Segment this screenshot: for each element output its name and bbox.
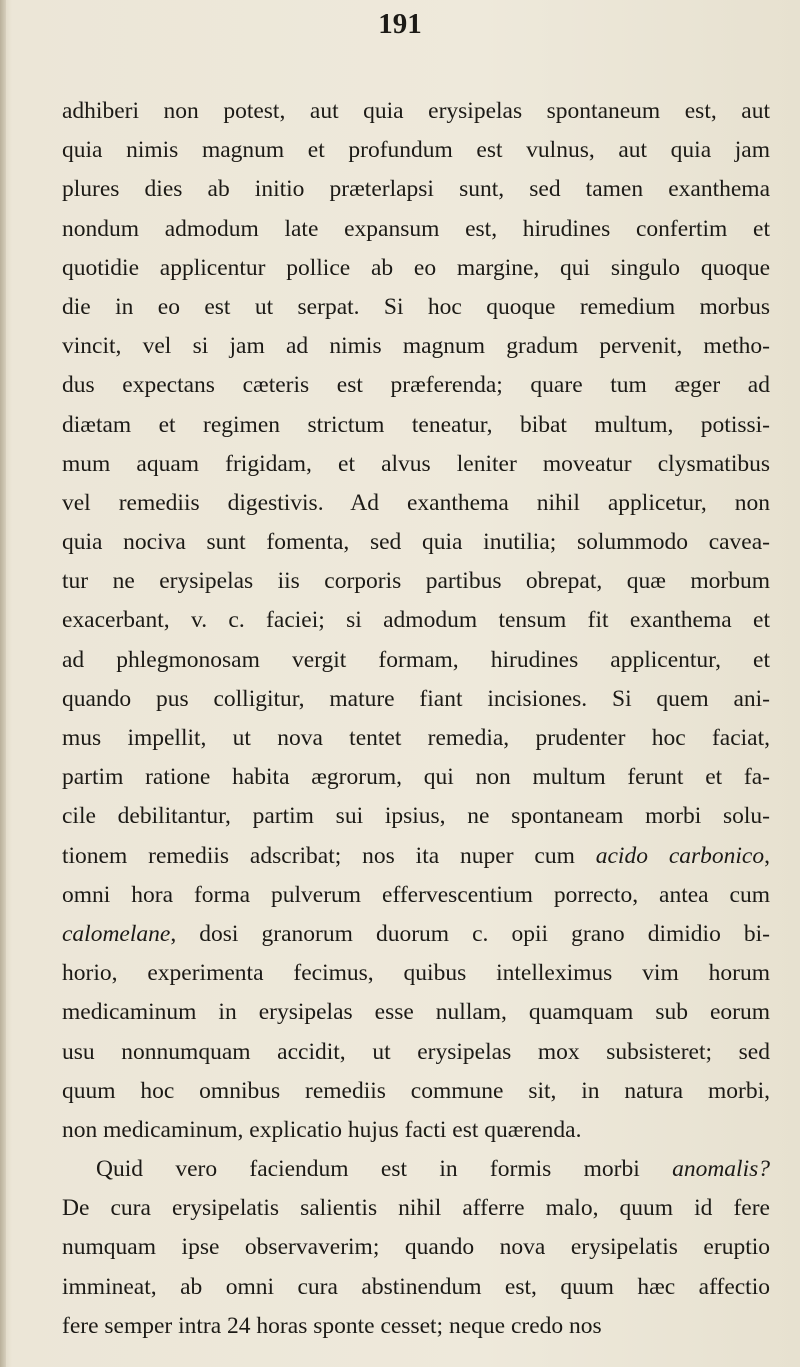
text-segment: mum aquam frigidam, et alvus leniter moveatur clysmatibus	[62, 450, 770, 477]
text-segment: quia nimis magnum et profundum est vulnus, aut quia jam	[62, 137, 770, 164]
page-number: 191	[378, 8, 422, 40]
text-segment: dus expectans cæteris est præferenda; quare tum æger ad	[62, 372, 770, 399]
body-text	[62, 92, 770, 1346]
text-line	[62, 680, 770, 719]
text-segment: mus impellit, ut nova tentet remedia, prudenter hoc faciat,	[62, 725, 770, 751]
text-segment: numquam ipse observaverim; quando nova erysipelatis eruptio	[62, 1234, 770, 1261]
text-segment: cile debilitantur, partim sui ipsius, ne spontaneam morbi solu-	[62, 803, 770, 830]
text-line	[62, 719, 770, 758]
text-segment: vel remediis digestivis. Ad exanthema nihil applicetur, non	[62, 489, 770, 516]
text-line	[62, 1307, 770, 1346]
text-line	[62, 288, 770, 327]
text-segment: quum hoc omnibus remediis commune sit, in natura morbi,	[62, 1077, 770, 1104]
text-segment: medicaminum in erysipelas esse nullam, quamquam sub eorum	[62, 999, 770, 1026]
text-segment: plures dies ab initio præterlapsi sunt, sed tamen exanthema	[62, 176, 770, 203]
text-line	[62, 1228, 770, 1267]
text-line	[62, 1189, 770, 1228]
text-segment: omni hora forma pulverum effervescentium porrecto, antea cum	[62, 881, 770, 908]
text-line	[62, 1150, 770, 1189]
text-segment: quia nociva sunt fomenta, sed quia inutilia; solummodo cavea-	[62, 529, 770, 556]
text-line	[62, 837, 770, 876]
text-line	[62, 406, 770, 445]
text-segment: exacerbant, v. c. faciei; si admodum tensum fit exanthema et	[62, 607, 770, 634]
italic-term: acido carbonico	[595, 842, 765, 869]
text-segment: tur ne erysipelas iis corporis partibus obrepat, quæ morbum	[62, 568, 770, 595]
italic-term: anomalis?	[672, 1156, 770, 1183]
text-line	[62, 797, 770, 836]
text-line	[62, 641, 770, 680]
text-segment: fere semper intra 24 horas sponte cesset; neque credo nos	[62, 1312, 602, 1339]
text-segment: die in eo est ut serpat. Si hoc quoque remedium morbus	[62, 293, 770, 320]
text-line	[62, 1111, 770, 1150]
text-segment: horio, experimenta fecimus, quibus intelleximus vim horum	[62, 960, 770, 987]
text-line	[62, 758, 770, 797]
text-line	[62, 1268, 770, 1307]
text-line	[62, 562, 770, 601]
text-line	[62, 1033, 770, 1072]
text-segment: ,	[764, 842, 770, 869]
text-line	[62, 445, 770, 484]
text-segment: diætam et regimen strictum teneatur, bibat multum, potissi-	[62, 411, 770, 438]
text-segment: non medicaminum, explicatio hujus facti est quærenda.	[62, 1116, 582, 1143]
text-segment: ad phlegmonosam vergit formam, hirudines applicentur, et	[62, 646, 770, 673]
text-line	[62, 993, 770, 1032]
page-gutter-edge	[0, 0, 6, 1367]
text-line	[62, 131, 770, 170]
text-line	[62, 601, 770, 640]
text-line	[62, 249, 770, 288]
text-line	[62, 523, 770, 562]
text-line	[62, 327, 770, 366]
text-segment: immineat, ab omni cura abstinendum est, quum hæc affectio	[62, 1273, 770, 1300]
text-segment: vincit, vel si jam ad nimis magnum gradum pervenit, metho-	[62, 333, 770, 360]
text-segment: quotidie applicentur pollice ab eo margine, qui singulo quoque	[62, 254, 770, 281]
text-line	[62, 915, 770, 954]
text-segment: tionem remediis adscribat; nos ita nuper cum	[62, 842, 596, 869]
text-line	[62, 484, 770, 523]
text-segment: , dosi granorum duorum c. opii grano dimidio bi-	[170, 920, 770, 947]
text-line	[62, 954, 770, 993]
text-segment: usu nonnumquam accidit, ut erysipelas mox subsisteret; sed	[62, 1038, 770, 1065]
italic-term: calomelane	[62, 920, 171, 947]
text-segment: nondum admodum late expansum est, hirudines confertim et	[62, 215, 770, 242]
text-segment: adhiberi non potest, aut quia erysipelas spontaneum est, aut	[62, 98, 770, 124]
text-line	[62, 210, 770, 249]
text-segment: partim ratione habita ægrorum, qui non multum ferunt et fa-	[62, 764, 770, 791]
text-segment: Quid vero faciendum est in formis morbi	[96, 1156, 673, 1183]
text-segment: quando pus colligitur, mature fiant incisiones. Si quem ani-	[62, 685, 770, 712]
text-line	[62, 1072, 770, 1111]
text-line	[62, 170, 770, 209]
text-line	[62, 876, 770, 915]
text-line	[62, 92, 770, 131]
text-line	[62, 366, 770, 405]
text-segment: De cura erysipelatis salientis nihil afferre malo, quum id fere	[62, 1195, 770, 1222]
